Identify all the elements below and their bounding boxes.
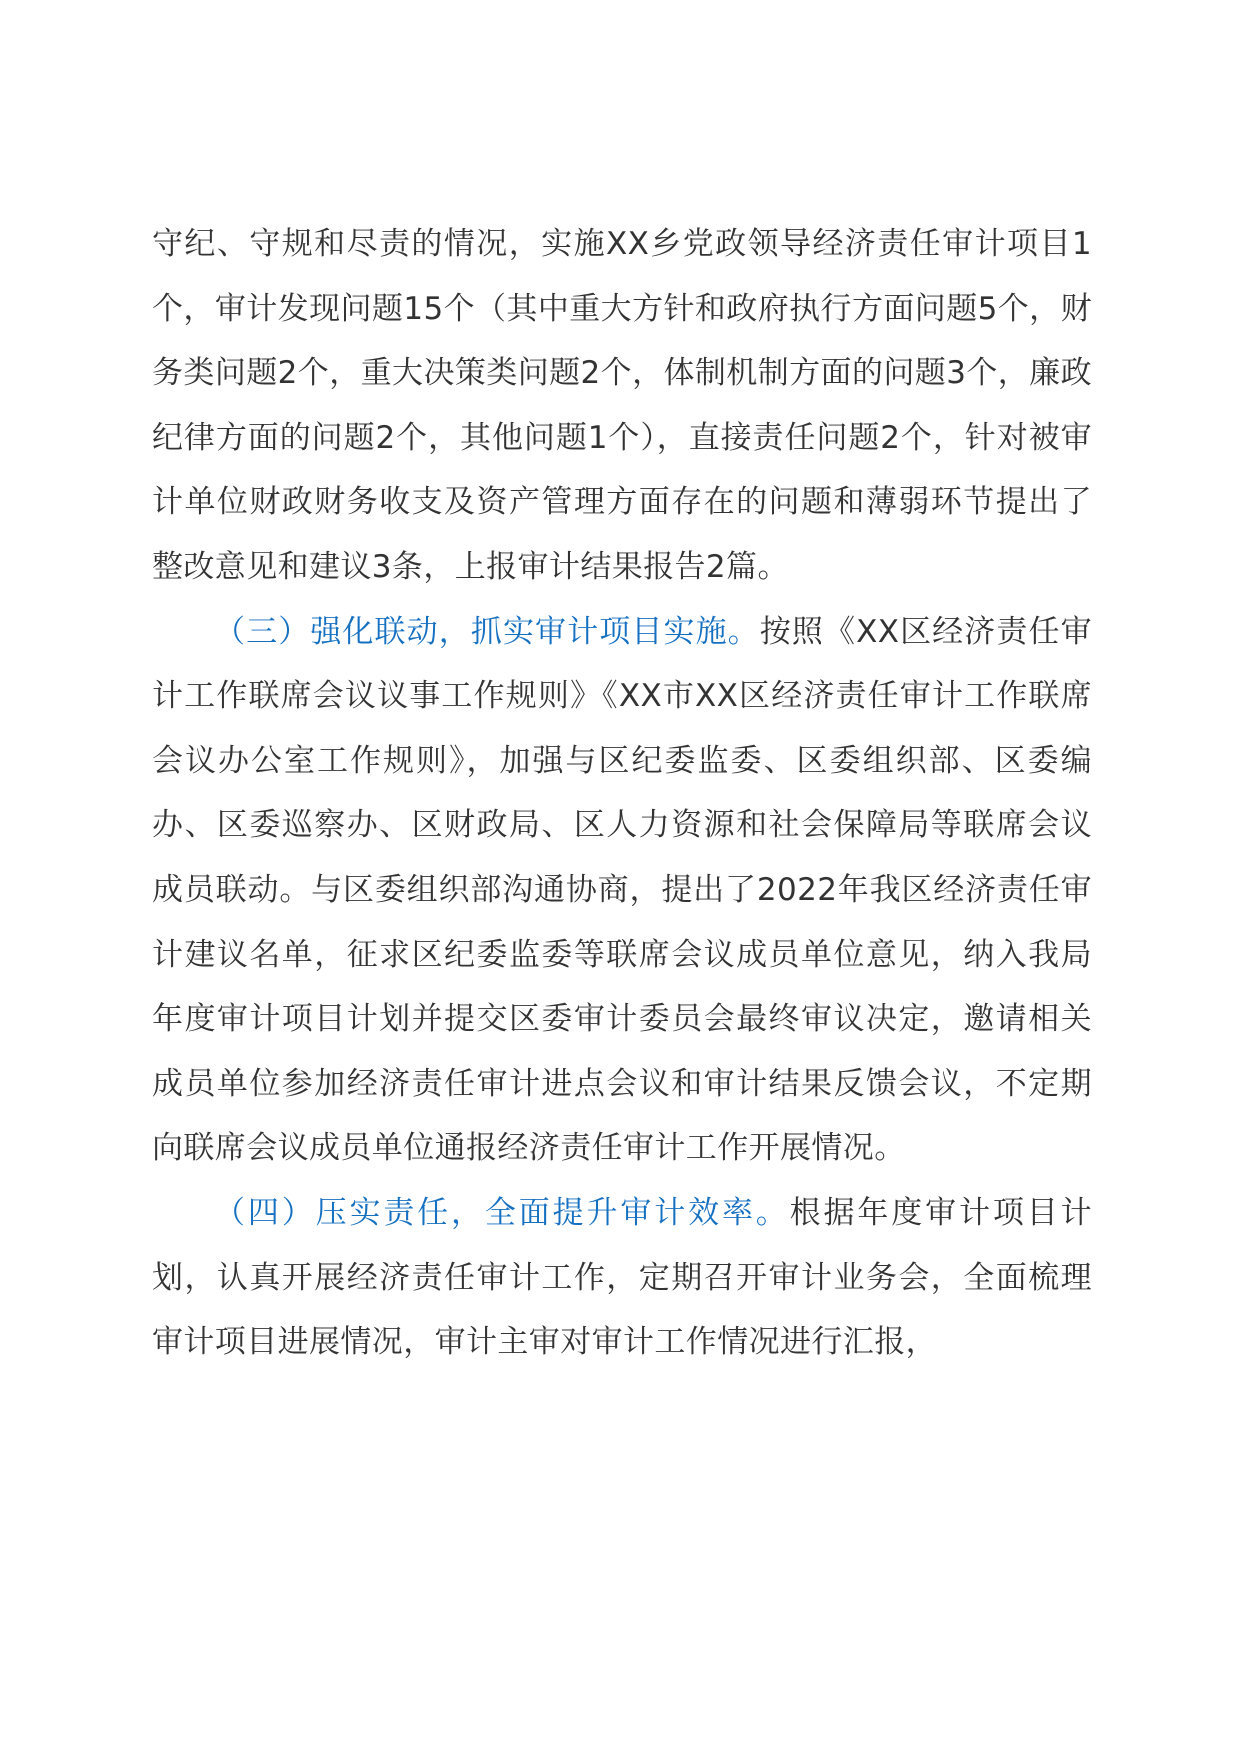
section-heading-three: （三）强化联动，抓实审计项目实施。 (214, 613, 760, 650)
document-body (152, 212, 1092, 1375)
section-heading-four: （四）压实责任，全面提升审计效率。 (214, 1194, 790, 1231)
paragraph-section-three (152, 600, 1092, 1181)
paragraph-text: 按照《XX区经济责任审计工作联席会议议事工作规则》《XX市XX区经济责任审计工作联席会议办公室工作规则》，加强与区纪委监委、区委组织部、区委编办、区委巡察办、区财政局、区人力资源和社会保障局等联席会议成员联动。与区委组织部沟通协商，提出了2022年我区经济责任审计建议名单，征求区纪委监委等联席会议成员单位意见，纳入我局年度审计项目计划并提交区委审计委员会最终审议决定，邀请相关成员单位参加经济责任审计进点会议和审计结果反馈会议，不定期向联席会议成员单位通报经济责任审计工作开展情况。 (152, 613, 1092, 1167)
paragraph-section-four (152, 1181, 1092, 1375)
paragraph-text: 根据年度审计项目计划，认真开展经济责任审计工作，定期召开审计业务会，全面梳理审计项目进展情况，审计主审对审计工作情况进行汇报， (152, 1194, 1092, 1361)
paragraph-audit-results (152, 212, 1092, 600)
paragraph-text: 守纪、守规和尽责的情况，实施XX乡党政领导经济责任审计项目1个，审计发现问题15个（其中重大方针和政府执行方面问题5个，财务类问题2个，重大决策类问题2个，体制机制方面的问题3个，廉政纪律方面的问题2个，其他问题1个），直接责任问题2个，针对被审计单位财政财务收支及资产管理方面存在的问题和薄弱环节提出了整改意见和建议3条，上报审计结果报告2篇。 (152, 226, 1092, 585)
